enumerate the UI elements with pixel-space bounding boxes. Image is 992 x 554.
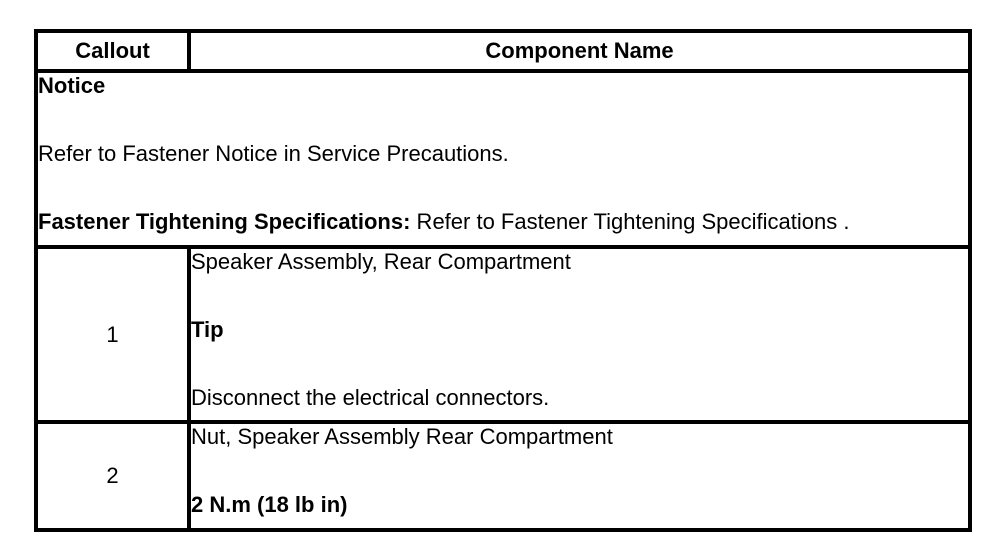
component-cell (189, 247, 970, 422)
callout-header: Callout (36, 31, 189, 71)
fastener-spec-text: Refer to Fastener Tightening Specifications . (410, 209, 850, 234)
component-table (34, 29, 972, 532)
table-header-row (36, 31, 970, 71)
torque-spec: 2 N.m (18 lb in) (191, 492, 348, 517)
fastener-spec-label: Fastener Tightening Specifications: (38, 209, 411, 234)
component-name: Nut, Speaker Assembly Rear Compartment (191, 424, 613, 449)
component-cell (189, 422, 970, 530)
fastener-spec-line (38, 209, 968, 235)
component-name-header: Component Name (189, 31, 970, 71)
table-row (36, 247, 970, 422)
callout-number: 2 (36, 422, 189, 530)
notice-row (36, 71, 970, 247)
notice-heading: Notice (38, 73, 106, 98)
callout-number: 1 (36, 247, 189, 422)
notice-text: Refer to Fastener Notice in Service Precautions. (38, 141, 509, 166)
component-name: Speaker Assembly, Rear Compartment (191, 249, 571, 274)
tip-text: Disconnect the electrical connectors. (191, 385, 550, 410)
tip-label: Tip (191, 317, 224, 342)
notice-cell (36, 71, 970, 247)
table-row (36, 422, 970, 530)
